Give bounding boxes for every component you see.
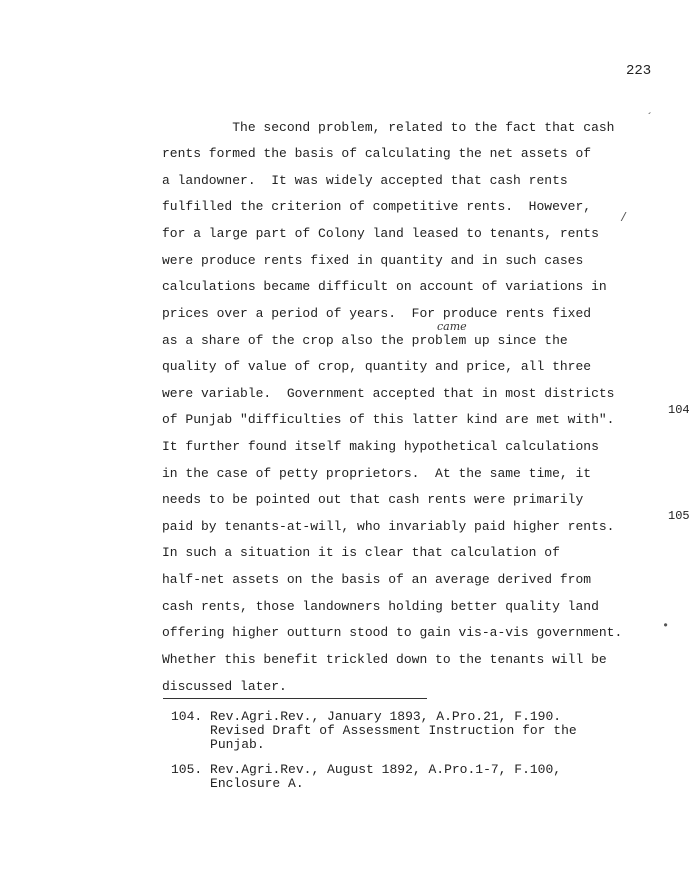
body-line: a landowner. It was widely accepted that cash rents: [162, 172, 568, 188]
body-line: were variable. Government accepted that in most districts: [162, 385, 615, 401]
body-line: It further found itself making hypothetical calculations: [162, 438, 599, 454]
body-line: needs to be pointed out that cash rents were primarily: [162, 492, 584, 508]
footnote-divider: [163, 698, 427, 699]
body-line: In such a situation it is clear that calculation of: [162, 545, 560, 561]
body-line: calculations became difficult on account of variations in: [162, 279, 607, 295]
body-line: The second problem, related to the fact that cash: [162, 119, 615, 135]
body-line: for a large part of Colony land leased to tenants, rents: [162, 226, 599, 241]
body-line: fulfilled the criterion of competitive rents. However,: [162, 199, 592, 215]
body-line: paid by tenants-at-will, who invariably paid higher rents.: [162, 518, 615, 534]
body-line: cash rents, those landowners holding better quality land: [162, 598, 599, 614]
footnote-104: [171, 710, 577, 752]
footnote-text: Rev.Agri.Rev., January 1893, A.Pro.21, F.190.: [210, 709, 562, 724]
body-line: rents formed the basis of calculating the net assets of: [162, 146, 592, 162]
footnote-line: [171, 738, 577, 752]
body-line: as a share of the crop also the problem up since the: [162, 332, 568, 348]
body-line: offering higher outturn stood to gain vis-a-vis government.: [162, 625, 623, 641]
footnote-line: [171, 777, 561, 791]
footnote-number: 104.: [171, 709, 203, 724]
margin-dot-mark: •: [662, 619, 670, 633]
footnote-line: [171, 724, 577, 738]
body-line: prices over a period of years. For produce rents fixed: [162, 305, 592, 321]
body-line: were produce rents fixed in quantity and in such cases: [162, 252, 584, 268]
body-line: Whether this benefit trickled down to the tenants will be: [162, 651, 607, 667]
footnote-ref-104: 104: [668, 403, 690, 417]
body-line: in the case of petty proprietors. At the same time, it: [162, 465, 592, 481]
footnote-text: Rev.Agri.Rev., August 1892, A.Pro.1-7, F.100,: [210, 762, 562, 777]
footnote-line: [171, 763, 561, 777]
footnote-text: Punjab.: [210, 737, 265, 752]
footnote-ref-105: 105: [668, 509, 690, 523]
footnote-105: [171, 763, 561, 791]
footnote-text: Enclosure A.: [210, 776, 304, 791]
footnote-number: 105.: [171, 762, 203, 777]
body-line: quality of value of crop, quantity and price, all three: [162, 359, 592, 375]
handwritten-insert: came: [437, 320, 467, 333]
body-line: half-net assets on the basis of an average derived from: [162, 572, 592, 587]
footnote-text: Revised Draft of Assessment Instruction for the: [210, 723, 577, 738]
margin-slash-mark: /: [620, 211, 628, 225]
margin-tick-mark: ´: [646, 111, 654, 125]
body-line: discussed later.: [162, 678, 287, 694]
footnote-line: [171, 710, 577, 724]
page-number: 223: [626, 63, 652, 79]
body-line: of Punjab "difficulties of this latter kind are met with".: [162, 412, 615, 428]
